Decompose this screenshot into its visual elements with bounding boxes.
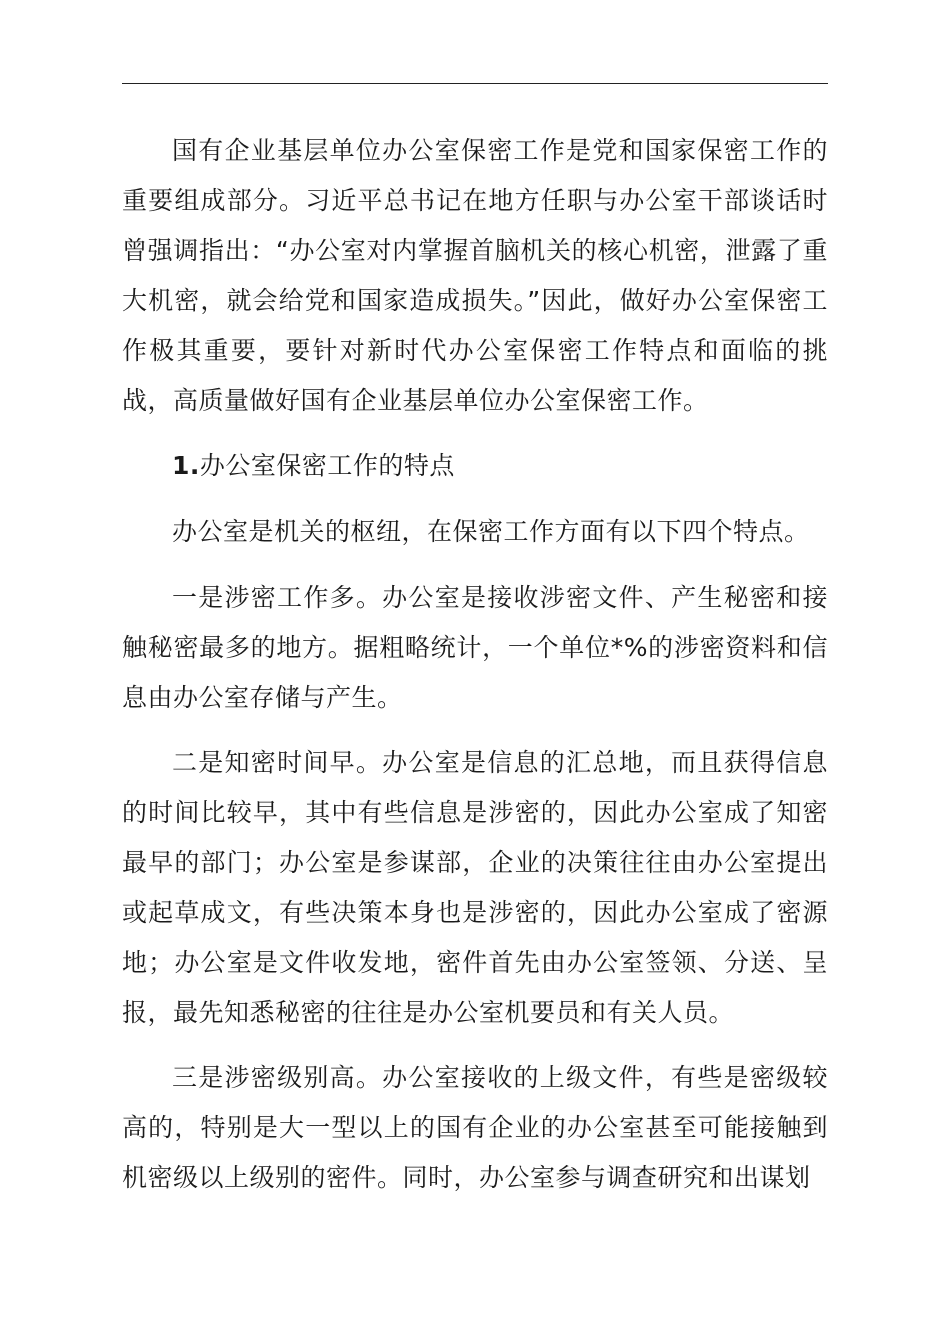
feature-paragraph-1: 一是涉密工作多。办公室是接收涉密文件、产生秘密和接触秘密最多的地方。据粗略统计，一个单位*%的涉密资料和信息由办公室存储与产生。 <box>122 583 828 712</box>
section-heading <box>122 441 828 491</box>
header-rule <box>122 83 828 84</box>
section-heading-text: 办公室保密工作的特点 <box>199 451 455 480</box>
document-body <box>122 126 828 1218</box>
section-heading-number: 1. <box>172 451 200 480</box>
section-intro-paragraph: 办公室是机关的枢纽，在保密工作方面有以下四个特点。 <box>172 517 810 546</box>
intro-paragraph: 国有企业基层单位办公室保密工作是党和国家保密工作的重要组成部分。习近平总书记在地方任职与办公室干部谈话时曾强调指出：“办公室对内掌握首脑机关的核心机密，泄露了重大机密，就会给党和国家造成损失。”因此，做好办公室保密工作极其重要，要针对新时代办公室保密工作特点和面临的挑战，高质量做好国有企业基层单位办公室保密工作。 <box>122 136 828 415</box>
feature-paragraph-3: 三是涉密级别高。办公室接收的上级文件，有些是密级较高的，特别是大一型以上的国有企业的办公室甚至可能接触到机密级以上级别的密件。同时，办公室参与调查研究和出谋划 <box>122 1063 828 1192</box>
feature-paragraph-2: 二是知密时间早。办公室是信息的汇总地，而且获得信息的时间比较早，其中有些信息是涉密的，因此办公室成了知密最早的部门；办公室是参谋部，企业的决策往往由办公室提出或起草成文，有些决策本身也是涉密的，因此办公室成了密源地；办公室是文件收发地，密件首先由办公室签领、分送、呈报，最先知悉秘密的往往是办公室机要员和有关人员。 <box>122 748 828 1027</box>
